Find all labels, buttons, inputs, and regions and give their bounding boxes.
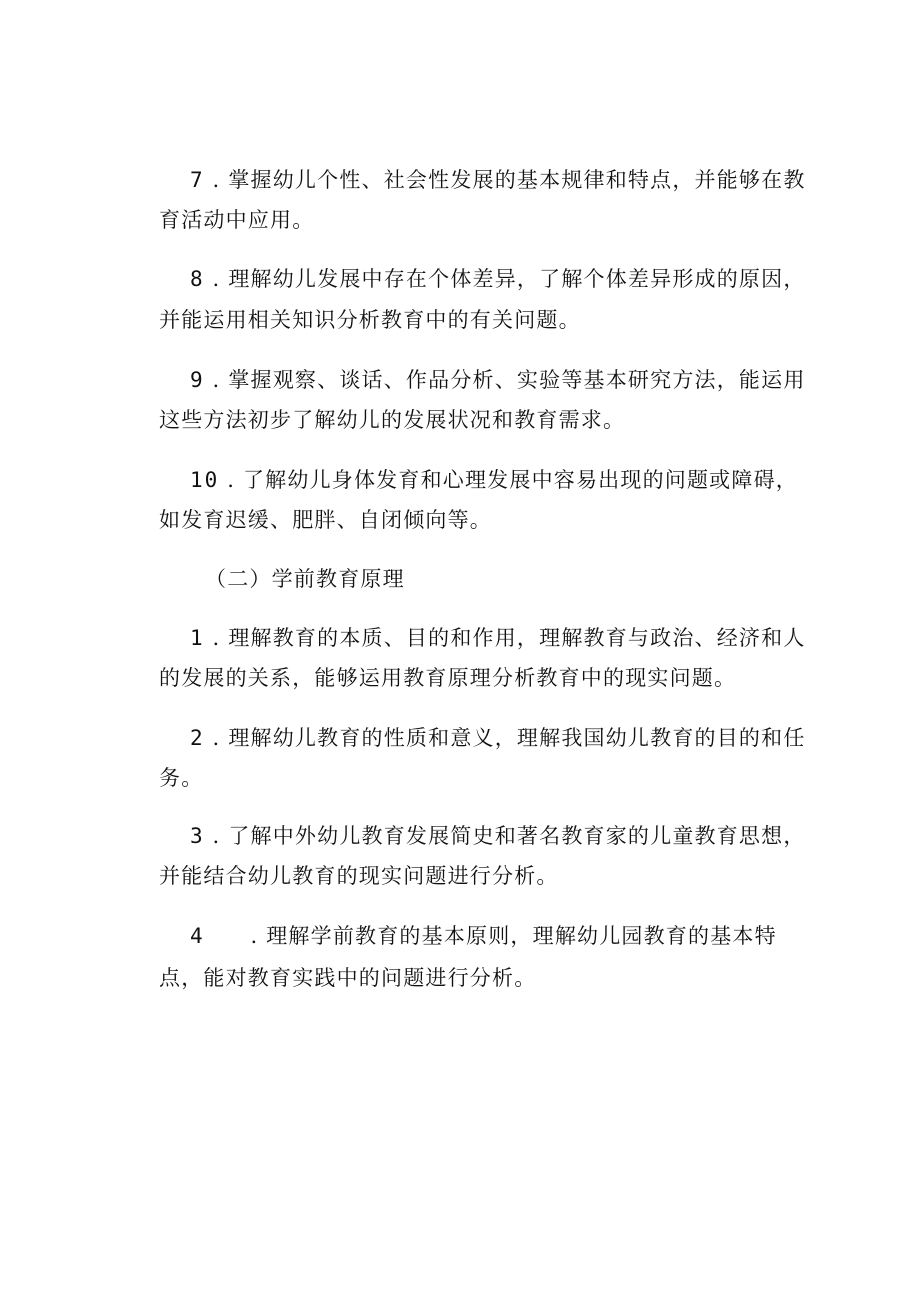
item-7-line-2: 育活动中应用。 [159, 208, 315, 232]
item-number: 9 [190, 368, 205, 392]
item-number: 10 [190, 468, 220, 492]
item-separator: . [212, 267, 221, 291]
item-number: 4 [190, 924, 205, 948]
section-item-3-line-1 [190, 822, 806, 850]
item-text: 了解中外幼儿教育发展简史和著名教育家的儿童教育思想， [228, 824, 806, 848]
section-item-3-line-2: 并能结合幼儿教育的现实问题进行分析。 [159, 864, 559, 888]
item-number: 2 [190, 726, 205, 750]
section-item-4-line-1 [190, 922, 777, 950]
item-separator: . [250, 924, 259, 948]
item-text: 理解学前教育的基本原则，理解幼儿园教育的基本特 [266, 924, 777, 948]
item-separator: . [212, 726, 221, 750]
item-10-line-1 [190, 466, 798, 494]
item-separator: . [212, 626, 221, 650]
item-8-line-1 [190, 265, 806, 293]
item-number: 1 [190, 626, 205, 650]
section-item-2-line-2: 务。 [159, 766, 204, 790]
item-number: 3 [190, 824, 205, 848]
section-item-1-line-2: 的发展的关系，能够运用教育原理分析教育中的现实问题。 [159, 666, 737, 690]
section-item-1-line-1 [190, 624, 806, 652]
item-separator: . [212, 368, 221, 392]
item-8-line-2: 并能运用相关知识分析教育中的有关问题。 [159, 308, 581, 332]
item-separator: . [227, 468, 236, 492]
item-7-line-1 [190, 166, 806, 194]
item-text: 理解教育的本质、目的和作用，理解教育与政治、经济和人 [228, 626, 806, 650]
item-separator: . [212, 824, 221, 848]
item-separator: . [212, 168, 221, 192]
item-10-line-2: 如发育迟缓、肥胖、自闭倾向等。 [159, 508, 492, 532]
item-text: 掌握观察、谈话、作品分析、实验等基本研究方法，能运用 [228, 368, 806, 392]
item-9-line-2: 这些方法初步了解幼儿的发展状况和教育需求。 [159, 408, 626, 432]
item-text: 理解幼儿教育的性质和意义，理解我国幼儿教育的目的和任 [228, 726, 806, 750]
item-number: 7 [190, 168, 205, 192]
section-heading: （二）学前教育原理 [205, 567, 405, 591]
item-text: 了解幼儿身体发育和心理发展中容易出现的问题或障碍， [242, 468, 798, 492]
item-9-line-1 [190, 366, 806, 394]
item-number: 8 [190, 267, 205, 291]
section-item-2-line-1 [190, 724, 806, 752]
item-text: 理解幼儿发展中存在个体差异，了解个体差异形成的原因， [228, 267, 806, 291]
section-item-4-line-2: 点，能对教育实践中的问题进行分析。 [159, 966, 537, 990]
item-text: 掌握幼儿个性、社会性发展的基本规律和特点，并能够在教 [228, 168, 806, 192]
